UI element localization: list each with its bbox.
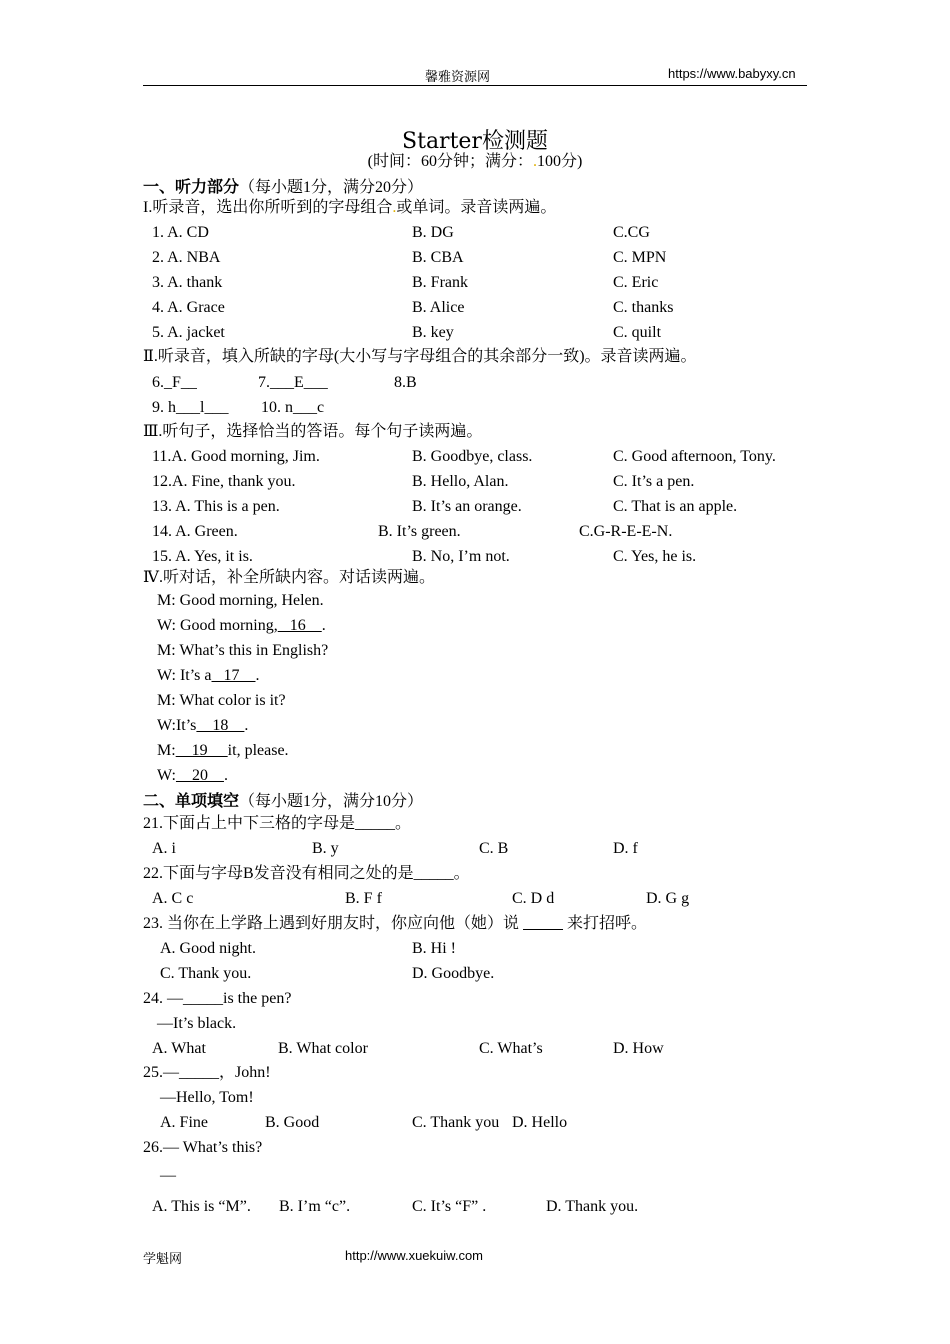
line7-text: M: — [157, 742, 176, 759]
q3-b: B. Frank — [412, 274, 468, 291]
q2-a: 2. A. NBA — [152, 249, 221, 266]
section-one-note: （每小题1分，满分20分） — [239, 179, 424, 196]
q12-a: 12.A. Fine, thank you. — [152, 473, 296, 490]
q26-stem: 26.— What’s this? — [143, 1139, 263, 1156]
q13-c: C. That is an apple. — [613, 498, 738, 515]
q11-c: C. Good afternoon, Tony. — [613, 448, 776, 465]
q4-a: 4. A. Grace — [152, 299, 225, 316]
line8-end: . — [223, 767, 228, 784]
q24-reply: —It’s black. — [157, 1015, 237, 1032]
subtitle-text-a: (时间：60分钟；满分： — [367, 153, 533, 170]
q26-a: A. This is “M”. — [152, 1198, 251, 1215]
q15-c: C. Yes, he is. — [613, 548, 697, 565]
section-two-heading — [143, 788, 423, 812]
q22-d: D. G g — [646, 890, 690, 907]
q1-a: 1. A. CD — [152, 224, 209, 241]
blank-16: 16 — [277, 617, 322, 634]
footer-url[interactable]: http://www.xuekuiw.com — [345, 1248, 483, 1263]
q21-a: A. i — [152, 840, 176, 857]
q21-b: B. y — [312, 840, 339, 857]
q23-blank — [523, 915, 563, 932]
q15-b: B. No, I’m not. — [412, 548, 510, 565]
q5-a: 5. A. jacket — [152, 324, 225, 341]
q1-c: C.CG — [613, 224, 650, 241]
dialogue-line-8 — [157, 766, 228, 786]
q23-stem-b: 来打招呼。 — [563, 915, 648, 932]
q14-c: C.G-R-E-E-N. — [579, 523, 673, 540]
dialogue-line-3: M: What’s this in English? — [157, 642, 329, 659]
q4-c: C. thanks — [613, 299, 674, 316]
footer-site-name: 学魁网 — [143, 1251, 183, 1266]
page-title: Starter检测题 — [402, 129, 548, 154]
header-url[interactable]: https://www.babyxy.cn — [668, 66, 796, 81]
q21-c: C. B — [479, 840, 509, 857]
q8: 8.B — [394, 374, 417, 391]
q23-a: A. Good night. — [160, 940, 256, 957]
q14-b: B. It’s green. — [378, 523, 461, 540]
blank-20: 20 — [175, 767, 224, 784]
q22-c: C. D d — [512, 890, 555, 907]
q5-c: C. quilt — [613, 324, 662, 341]
q24-stem: 24. —_____is the pen? — [143, 990, 292, 1007]
q3-c: C. Eric — [613, 274, 659, 291]
q25-stem: 25.—_____，John! — [143, 1064, 271, 1081]
header-rule — [143, 85, 807, 86]
q6: 6._F__ — [152, 374, 197, 391]
part2-instruction: Ⅱ.听录音，填入所缺的字母(大小写与字母组合的其余部分一致)。录音读两遍。 — [143, 348, 697, 365]
dialogue-line-5: M: What color is it? — [157, 692, 286, 709]
subtitle — [0, 152, 950, 172]
dialogue-line-4 — [157, 666, 260, 686]
line4-end: . — [255, 667, 260, 684]
q24-d: D. How — [613, 1040, 664, 1057]
q10: 10. n___c — [261, 399, 325, 416]
part1-instruction-a: I.听录音，选出你所听到的字母组合 — [143, 199, 393, 216]
line7-end: it, please. — [227, 742, 289, 759]
part1-dot: . — [392, 199, 397, 216]
q9: 9. h___l___ — [152, 399, 229, 416]
q2-c: C. MPN — [613, 249, 667, 266]
q11-a: 11.A. Good morning, Jim. — [152, 448, 320, 465]
q23-stem-a: 23. 当你在上学路上遇到好朋友时，你应向他（她）说 — [143, 915, 524, 932]
q22-b: B. F f — [345, 890, 382, 907]
part4-instruction: Ⅳ.听对话，补全所缺内容。对话读两遍。 — [143, 569, 435, 586]
q7: 7.___E___ — [258, 374, 328, 391]
section-one-heading — [143, 174, 423, 198]
dialogue-line-7 — [157, 741, 289, 761]
q3-a: 3. A. thank — [152, 274, 223, 291]
line6-text: W:It’s — [157, 717, 197, 734]
q24-b: B. What color — [278, 1040, 368, 1057]
q13-a: 13. A. This is a pen. — [152, 498, 280, 515]
q22-a: A. C c — [152, 890, 194, 907]
q15-a: 15. A. Yes, it is. — [152, 548, 253, 565]
q4-b: B. Alice — [412, 299, 465, 316]
q2-b: B. CBA — [412, 249, 464, 266]
q26-reply: — — [160, 1167, 176, 1184]
section-two-title: 二、单项填空 — [143, 791, 240, 810]
q23-c: C. Thank you. — [160, 965, 252, 982]
q26-c: C. It’s “F” . — [412, 1198, 487, 1215]
q14-a: 14. A. Green. — [152, 523, 238, 540]
q25-d: D. Hello — [512, 1114, 568, 1131]
line2-text: W: Good morning, — [157, 617, 278, 634]
dialogue-line-6 — [157, 716, 248, 736]
q1-b: B. DG — [412, 224, 454, 241]
section-two-note: （每小题1分，满分10分） — [239, 793, 424, 810]
dialogue-line-1: M: Good morning, Helen. — [157, 592, 324, 609]
q26-b: B. I’m “c”. — [279, 1198, 351, 1215]
dialogue-line-2 — [157, 616, 326, 636]
q23-d: D. Goodbye. — [412, 965, 495, 982]
line4-text: W: It’s a — [157, 667, 212, 684]
q22-stem: 22.下面与字母B发音没有相同之处的是_____。 — [143, 865, 470, 882]
q21-stem: 21.下面占上中下三格的字母是_____。 — [143, 815, 412, 832]
line2-end: . — [321, 617, 326, 634]
q12-c: C. It’s a pen. — [613, 473, 695, 490]
q25-c: C. Thank you — [412, 1114, 500, 1131]
q26-d: D. Thank you. — [546, 1198, 639, 1215]
q25-b: B. Good — [265, 1114, 320, 1131]
part1-instruction-b: 或单词。录音读两遍。 — [396, 199, 557, 216]
section-one-title: 一、听力部分 — [143, 177, 240, 196]
q23-stem — [143, 914, 647, 934]
line8-text: W: — [157, 767, 176, 784]
q25-reply: —Hello, Tom! — [160, 1089, 254, 1106]
line6-end: . — [244, 717, 249, 734]
q13-b: B. It’s an orange. — [412, 498, 522, 515]
q12-b: B. Hello, Alan. — [412, 473, 509, 490]
blank-19: 19 — [175, 742, 228, 759]
part3-instruction: Ⅲ.听句子，选择恰当的答语。每个句子读两遍。 — [143, 423, 483, 440]
q24-c: C. What’s — [479, 1040, 543, 1057]
q24-a: A. What — [152, 1040, 206, 1057]
subtitle-dot: . — [533, 153, 537, 170]
blank-17: 17 — [211, 667, 256, 684]
q25-a: A. Fine — [160, 1114, 208, 1131]
q21-d: D. f — [613, 840, 638, 857]
q5-b: B. key — [412, 324, 454, 341]
q11-b: B. Goodbye, class. — [412, 448, 533, 465]
subtitle-text-b: 100分) — [537, 153, 583, 170]
part1-instruction — [143, 198, 556, 218]
blank-18: 18 — [196, 717, 245, 734]
q23-b: B. Hi ! — [412, 940, 456, 957]
header-site-name: 馨雅资源网 — [425, 69, 491, 84]
